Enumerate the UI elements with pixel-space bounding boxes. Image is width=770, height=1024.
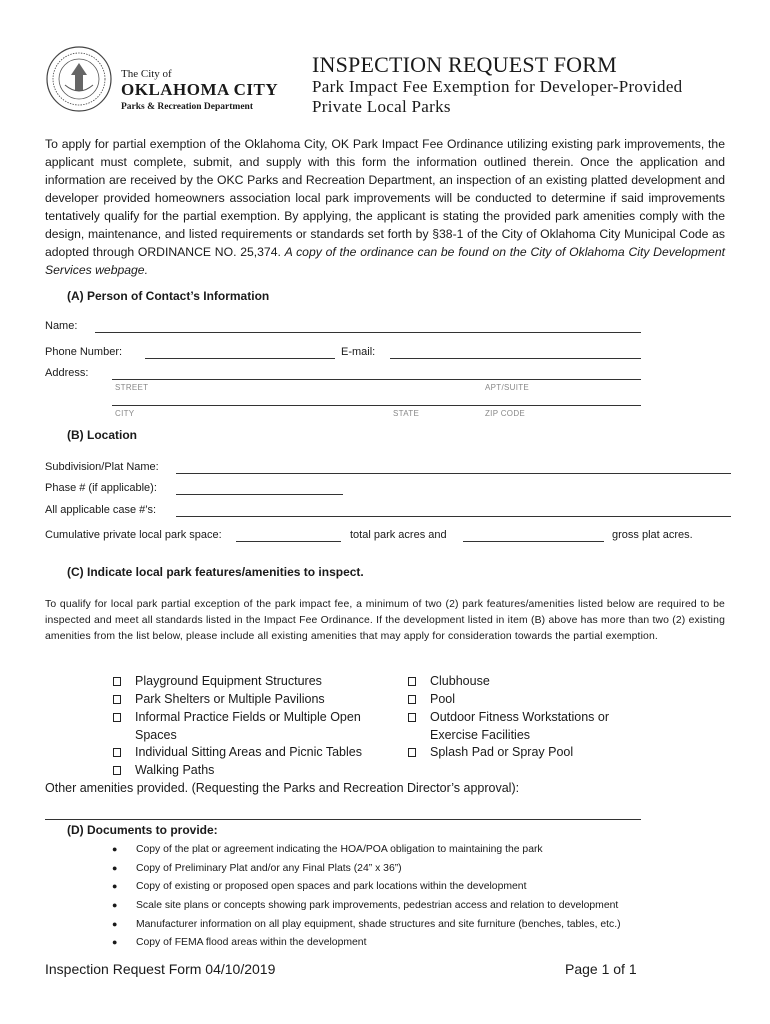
apt-suite-hint: APT/SUITE (485, 383, 530, 392)
zip-code-hint: ZIP CODE (485, 409, 526, 418)
amenity-label: Playground Equipment Structures (135, 674, 322, 688)
street-hint: STREET (115, 383, 149, 392)
amenity-fitness[interactable] (408, 710, 623, 744)
footer-page-number: Page 1 of 1 (565, 961, 637, 977)
checkbox-icon[interactable] (408, 748, 416, 757)
amenity-label: Walking Paths (135, 763, 215, 777)
section-d-heading: (D) Documents to provide: (67, 823, 218, 837)
checkbox-icon[interactable] (113, 713, 121, 722)
amenity-walking-paths[interactable] (113, 763, 214, 777)
intro-body: To apply for partial exemption of the Oklahoma City, OK Park Impact Fee Ordinance utilizing existing park improvements, the applicant must complete, submit, and supply with this form the information outlined therein. Once the application and information are received by the OKC Parks and Recreation Department, an inspection of an existing platted development and developer provided homeowners association local park improvements will be conducted to determine if said improvements tentatively qualify for the partial exemption. By applying, the applicant is stating the provided park amenities comply with the design, maintenance, and listed requirements or standards set forth by §38-1 of the City of Oklahoma City Municipal Code as adopted through ORDINANCE NO. 25,374. (45, 137, 725, 259)
intro-paragraph (45, 135, 725, 279)
city-hint: CITY (115, 409, 135, 418)
amenity-shelters[interactable] (113, 692, 325, 706)
city-name: OKLAHOMA CITY (121, 80, 279, 99)
bullet-icon: ● (112, 937, 118, 947)
address-label: Address: (45, 367, 89, 379)
email-label: E-mail: (341, 346, 376, 358)
total-acres-label: total park acres and (350, 529, 447, 541)
bullet-icon: ● (112, 844, 118, 854)
document-item: ● Manufacturer information on all play equipment, shade structures and site furniture (benches, tables, etc.) (112, 919, 621, 930)
amenity-label: Outdoor Fitness Workstations or Exercise Facilities (430, 710, 610, 742)
gross-acres-field[interactable] (463, 541, 604, 542)
bullet-icon: ● (112, 881, 118, 891)
phone-field[interactable] (145, 358, 335, 359)
department-name: Parks & Recreation Department (121, 102, 253, 112)
bullet-icon: ● (112, 919, 118, 929)
amenity-label: Park Shelters or Multiple Pavilions (135, 692, 325, 706)
section-a-heading: (A) Person of Contact’s Information (67, 289, 270, 303)
amenity-playground[interactable] (113, 674, 322, 688)
other-amenities-label: Other amenities provided. (Requesting the Parks and Recreation Director’s approval): (45, 781, 520, 795)
phone-label: Phone Number: (45, 346, 123, 358)
checkbox-icon[interactable] (408, 695, 416, 704)
checkbox-icon[interactable] (113, 695, 121, 704)
checkbox-icon[interactable] (113, 677, 121, 686)
amenity-label: Pool (430, 692, 456, 706)
amenity-label: Informal Practice Fields or Multiple Open Spaces (135, 710, 361, 742)
cumulative-space-label: Cumulative private local park space: (45, 529, 222, 541)
city-state-zip-field[interactable] (112, 405, 641, 406)
park-acres-field[interactable] (236, 541, 341, 542)
document-item: ● Copy of FEMA flood areas within the development (112, 937, 367, 948)
name-label: Name: (45, 320, 78, 332)
document-item: ● Copy of the plat or agreement indicating the HOA/POA obligation to maintaining the park (112, 844, 543, 855)
amenity-sitting-areas[interactable] (113, 745, 362, 759)
amenity-practice-fields[interactable] (113, 710, 383, 744)
checkbox-icon[interactable] (408, 713, 416, 722)
other-amenities-field[interactable] (45, 819, 641, 820)
subdivision-field[interactable] (176, 473, 731, 474)
name-field[interactable] (95, 332, 641, 333)
street-field[interactable] (112, 379, 641, 380)
city-prefix: The City of (121, 68, 172, 80)
phase-field[interactable] (176, 494, 343, 495)
amenity-label: Clubhouse (430, 674, 490, 688)
checkbox-icon[interactable] (113, 766, 121, 775)
amenity-splash-pad[interactable] (408, 745, 573, 759)
gross-acres-label: gross plat acres. (612, 529, 693, 541)
case-numbers-field[interactable] (176, 516, 731, 517)
state-hint: STATE (393, 409, 420, 418)
amenity-label: Splash Pad or Spray Pool (430, 745, 574, 759)
amenity-pool[interactable] (408, 692, 455, 706)
bullet-icon: ● (112, 900, 118, 910)
section-b-heading: (B) Location (67, 428, 137, 442)
document-item: ● Copy of Preliminary Plat and/or any Final Plats (24” x 36”) (112, 863, 402, 874)
bullet-icon: ● (112, 863, 118, 873)
document-item: ● Copy of existing or proposed open spaces and park locations within the development (112, 881, 527, 892)
subdivision-label: Subdivision/Plat Name: (45, 461, 159, 473)
section-c-heading: (C) Indicate local park features/amenities to inspect. (67, 565, 364, 579)
amenity-label: Individual Sitting Areas and Picnic Tables (135, 745, 362, 759)
amenity-clubhouse[interactable] (408, 674, 490, 688)
intro-ordinance-note: A copy of the ordinance can be found on the City of Oklahoma City Development Services webpage. (45, 245, 725, 277)
checkbox-icon[interactable] (408, 677, 416, 686)
checkbox-icon[interactable] (113, 748, 121, 757)
section-c-paragraph: To qualify for local park partial exception of the park impact fee, a minimum of two (2) park features/amenities listed below are required to be inspected and meet all standards listed in the Impact Fee Ordinance. If the development listed in item (B) above has more than two (2) existing amenities from the list below, please include all existing amenities that may apply for consideration towards the partial exemption. (45, 599, 725, 642)
form-title: INSPECTION REQUEST FORM (312, 52, 617, 77)
footer-form-id: Inspection Request Form 04/10/2019 (45, 961, 276, 977)
document-item: ● Scale site plans or concepts showing park improvements, pedestrian access and relation to development (112, 900, 619, 911)
phase-label: Phase # (if applicable): (45, 482, 157, 494)
form-subtitle-line1: Park Impact Fee Exemption for Developer-Provided (312, 77, 683, 96)
city-seal-logo (45, 45, 113, 113)
case-numbers-label: All applicable case #’s: (45, 504, 157, 516)
email-field[interactable] (390, 358, 641, 359)
form-subtitle-line2: Private Local Parks (312, 97, 451, 116)
